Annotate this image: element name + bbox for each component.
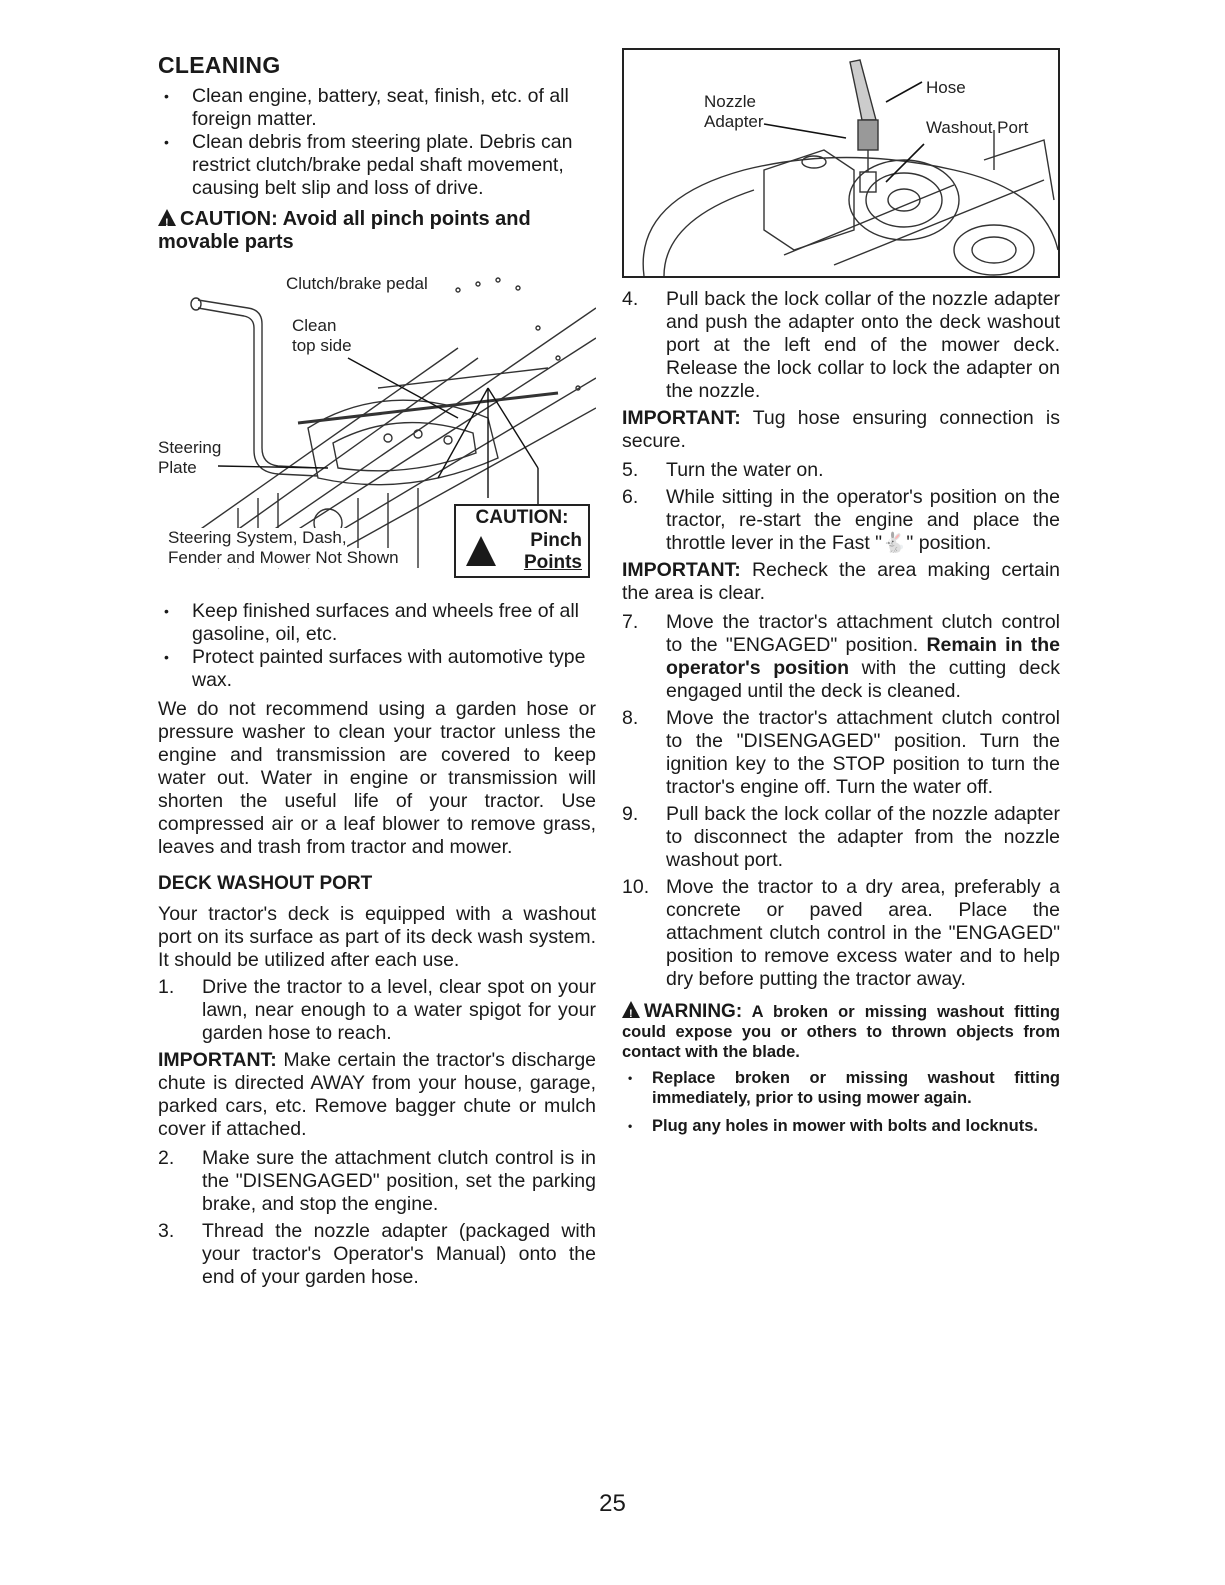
warning-text: A broken or missing washout fitting could expose you or others to thrown objects from contact with the blade. <box>622 1003 1060 1061</box>
step-number: 9. <box>622 803 639 825</box>
step-text-bold: Remain in the operator's position <box>666 634 1061 679</box>
section-title-deck-washout: DECK WASHOUT PORT <box>158 873 373 894</box>
steps-list-left-2 <box>158 1147 596 1289</box>
caution-box-title: CAUTION: <box>475 507 569 528</box>
deck-intro-paragraph: Your tractor's deck is equipped with a washout port on its surface as part of its deck wash system. It should be utilized after each use. <box>158 903 596 971</box>
step-text: Pull back the lock collar of the nozzle adapter to disconnect the adapter from the nozzle washout port. <box>666 803 1060 871</box>
label-nozzle: Nozzle <box>704 92 756 111</box>
step-text: While sitting in the operator's position on the tractor, re-start the engine and place the throttle lever in the Fast "🐇" position. <box>666 486 1060 554</box>
label-figure-note-line2: Fender and Mower Not Shown <box>168 548 399 567</box>
step-text: Move the tractor's attachment clutch control to the "ENGAGED" position. <box>666 611 1060 656</box>
step-2 <box>158 1147 596 1216</box>
step-5 <box>622 459 1060 482</box>
cleaning-bullets <box>158 85 596 200</box>
important-text: Tug hose ensuring connection is secure. <box>622 407 1060 452</box>
label-top-side: top side <box>292 336 352 355</box>
important-label: IMPORTANT: <box>622 559 741 581</box>
step-text: Drive the tractor to a level, clear spot on your lawn, near enough to a water spigot for your garden hose to reach. <box>202 976 596 1044</box>
step-text: Move the tractor to a dry area, preferably a concrete or paved area. Place the attachment clutch control in the "ENGAGED" position to remove excess water and to help dry before putting the tractor away. <box>666 876 1060 990</box>
important-label: IMPORTANT: <box>158 1049 277 1071</box>
step-7 <box>622 611 1060 703</box>
label-washout-port: Washout Port <box>926 118 1029 137</box>
steps-list-right-2 <box>622 459 1060 555</box>
caution-heading <box>158 208 596 254</box>
list-item: • Replace broken or missing washout fitting immediately, prior to using mower again. <box>622 1068 1060 1108</box>
important-text: Make certain the tractor's discharge chute is directed AWAY from your house, garage, parked cars, etc. Remove bagger chute or mulch cover if attached. <box>158 1049 597 1140</box>
steps-list-right-3 <box>622 611 1060 991</box>
caution-points: Points <box>523 552 582 573</box>
label-clean: Clean <box>292 316 337 335</box>
caution-heading-text: CAUTION: Avoid all pinch points and movable parts <box>158 208 531 253</box>
left-column <box>158 48 596 1293</box>
important-note-1 <box>158 1049 596 1141</box>
label-plate: Plate <box>158 458 197 477</box>
step-9 <box>622 803 1060 872</box>
label-clutch-brake-pedal: Clutch/brake pedal <box>286 274 428 293</box>
step-text: with the cutting deck engaged until the deck is cleaned. <box>666 657 1060 702</box>
page-number: 25 <box>599 1490 626 1517</box>
step-text: Move the tractor's attachment clutch control to the "DISENGAGED" position. Turn the ignition key to the STOP position to turn the tractor's engine off. Turn the water off. <box>666 707 1060 798</box>
label-adapter-text: Adapter <box>704 112 764 131</box>
important-note-2 <box>622 407 1060 453</box>
step-number: 8. <box>622 707 639 729</box>
important-note-3 <box>622 559 1060 605</box>
warning-triangle-icon <box>622 1001 640 1018</box>
steps-list-right <box>622 288 1060 403</box>
step-number: 5. <box>622 459 639 481</box>
step-10 <box>622 876 1060 991</box>
step-4 <box>622 288 1060 403</box>
important-label: IMPORTANT: <box>622 407 741 429</box>
step-number: 1. <box>158 976 175 998</box>
label-figure-note-line1: Steering System, Dash, <box>168 528 347 547</box>
list-item: • Keep finished surfaces and wheels free of all gasoline, oil, etc. <box>158 600 596 646</box>
label-steering: Steering <box>158 438 222 457</box>
list-item: • Plug any holes in mower with bolts and locknuts. <box>622 1116 1060 1136</box>
caution-box-text <box>524 530 582 574</box>
warning-paragraph <box>622 1001 1060 1062</box>
steps-list-left <box>158 976 596 1045</box>
list-item: • Protect painted surfaces with automotive type wax. <box>158 646 596 692</box>
clutch-brake-figure <box>158 268 596 598</box>
step-text: Pull back the lock collar of the nozzle adapter and push the adapter onto the deck washout port at the left end of the mower deck. Release the lock collar to lock the adapter on the nozzle. <box>666 288 1060 402</box>
step-text: Make sure the attachment clutch control is in the "DISENGAGED" position, set the parking brake, and stop the engine. <box>202 1147 596 1215</box>
warning-block <box>622 1001 1060 1136</box>
list-item: • Clean engine, battery, seat, finish, etc. of all foreign matter. <box>158 85 596 131</box>
step-1 <box>158 976 596 1045</box>
label-adapter <box>704 112 764 132</box>
pinch-points-caution-box <box>454 504 590 578</box>
important-text: Recheck the area making certain the area is clear. <box>622 559 1060 604</box>
warning-triangle-icon <box>466 536 496 566</box>
washout-port-figure <box>622 48 1060 278</box>
warning-title: WARNING: <box>644 1001 743 1022</box>
step-8 <box>622 707 1060 799</box>
step-number: 4. <box>622 288 639 310</box>
step-number: 6. <box>622 486 639 508</box>
step-number: 2. <box>158 1147 175 1169</box>
list-item: • Clean debris from steering plate. Debris can restrict clutch/brake pedal shaft movement, causing belt slip and loss of drive. <box>158 131 596 200</box>
warning-bullets <box>622 1068 1060 1136</box>
mower-deck-illustration <box>624 50 1058 276</box>
step-number: 7. <box>622 611 639 633</box>
label-hose: Hose <box>926 78 966 97</box>
step-3 <box>158 1220 596 1289</box>
surface-bullets <box>158 600 596 692</box>
step-number: 10. <box>622 876 650 898</box>
caution-pinch: Pinch <box>530 530 582 551</box>
step-6 <box>622 486 1060 555</box>
hose-warning-paragraph: We do not recommend using a garden hose or pressure washer to clean your tractor unless the engine and transmission are covered to keep water out. Water in engine or transmission will shorten the useful life of your tractor. Use compressed air or a leaf blower to remove grass, leaves and trash from tractor and mower. <box>158 698 596 858</box>
warning-triangle-icon <box>158 209 176 226</box>
section-title-cleaning: CLEANING <box>158 52 281 78</box>
step-number: 3. <box>158 1220 175 1242</box>
step-text: Turn the water on. <box>666 459 824 481</box>
step-text: Thread the nozzle adapter (packaged with your tractor's Operator's Manual) onto the end of your garden hose. <box>202 1220 596 1288</box>
right-column <box>622 48 1060 1144</box>
